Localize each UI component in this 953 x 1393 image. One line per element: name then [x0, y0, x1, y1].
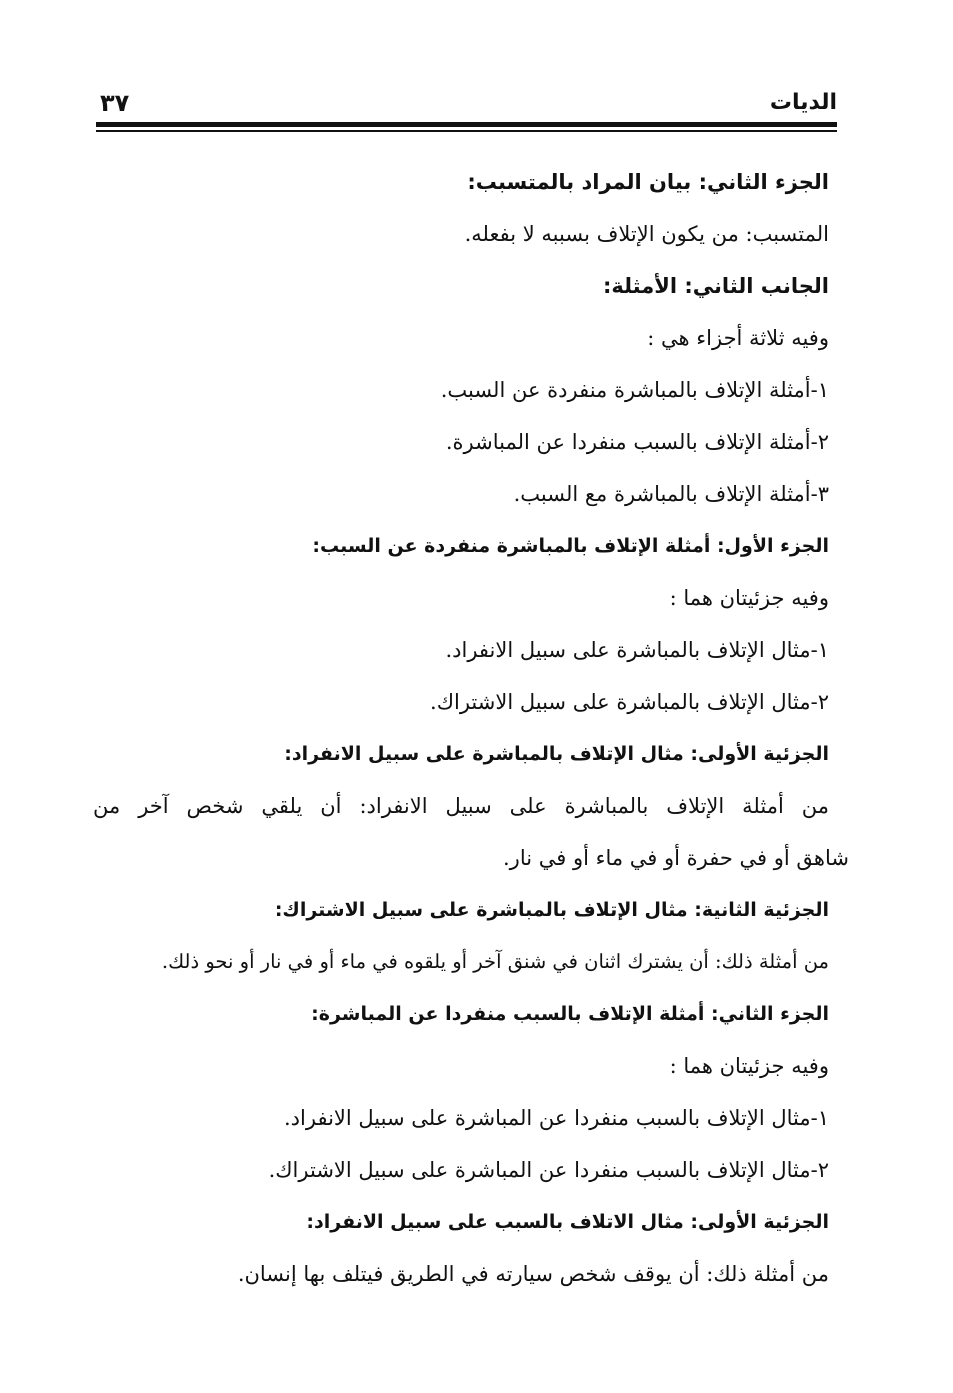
body-line: وفيه جزئيتان هما : [669, 586, 829, 610]
body-line: وفيه ثلاثة أجزاء هي : [647, 326, 829, 350]
subsection-heading: الجزئية الأولى: مثال الاتلاف بالسبب على سبيل الانفراد: [306, 1211, 829, 1233]
paragraph-line: من أمثلة الإتلاف بالمباشرة على سبيل الانفراد: أن يلقي شخص آخر من [93, 794, 829, 818]
list-item: ٣-أمثلة الإتلاف بالمباشرة مع السبب. [513, 482, 829, 506]
header-rule-thin [96, 130, 837, 132]
page-body [89, 156, 849, 1300]
running-title: الديات [769, 90, 837, 115]
list-item: ١-مثال الإتلاف بالسبب منفردا عن المباشرة على سبيل الانفراد. [284, 1106, 829, 1130]
list-item: ٢-مثال الإتلاف بالمباشرة على سبيل الاشتراك. [430, 690, 829, 714]
list-item: ١-أمثلة الإتلاف بالمباشرة منفردة عن السبب. [440, 378, 829, 402]
subsection-heading: الجزئية الثانية: مثال الإتلاف بالمباشرة على سبيل الاشتراك: [274, 899, 829, 921]
section-heading: الجانب الثاني: الأمثلة: [602, 274, 829, 298]
subsection-heading: الجزئية الأولى: مثال الإتلاف بالمباشرة على سبيل الانفراد: [284, 743, 829, 765]
list-item: ٢-مثال الإتلاف بالسبب منفردا عن المباشرة على سبيل الاشتراك. [268, 1158, 829, 1182]
paragraph-line: من أمثلة ذلك: أن يوقف شخص سيارته في الطريق فيتلف بها إنسان. [237, 1262, 829, 1286]
section-heading: الجزء الأول: أمثلة الإتلاف بالمباشرة منفردة عن السبب: [312, 535, 829, 557]
page-number: ٣٧ [100, 89, 130, 117]
paragraph-line: من أمثلة ذلك: أن يشترك اثنان في شنق آخر أو يلقوه في ماء أو في نار أو نحو ذلك. [161, 950, 829, 973]
body-line: المتسبب: من يكون الإتلاف بسببه لا بفعله. [464, 222, 829, 246]
body-line: وفيه جزئيتان هما : [669, 1054, 829, 1078]
section-heading: الجزء الثاني: أمثلة الإتلاف بالسبب منفردا عن المباشرة: [311, 1003, 829, 1025]
page-header [96, 88, 837, 122]
section-heading: الجزء الثاني: بيان المراد بالمتسبب: [467, 170, 829, 194]
list-item: ٢-أمثلة الإتلاف بالسبب منفردا عن المباشرة. [445, 430, 829, 454]
list-item: ١-مثال الإتلاف بالمباشرة على سبيل الانفراد. [445, 638, 829, 662]
paragraph-line: شاهق أو في حفرة أو في ماء أو في نار. [503, 846, 849, 870]
header-rule-thick [96, 122, 837, 127]
